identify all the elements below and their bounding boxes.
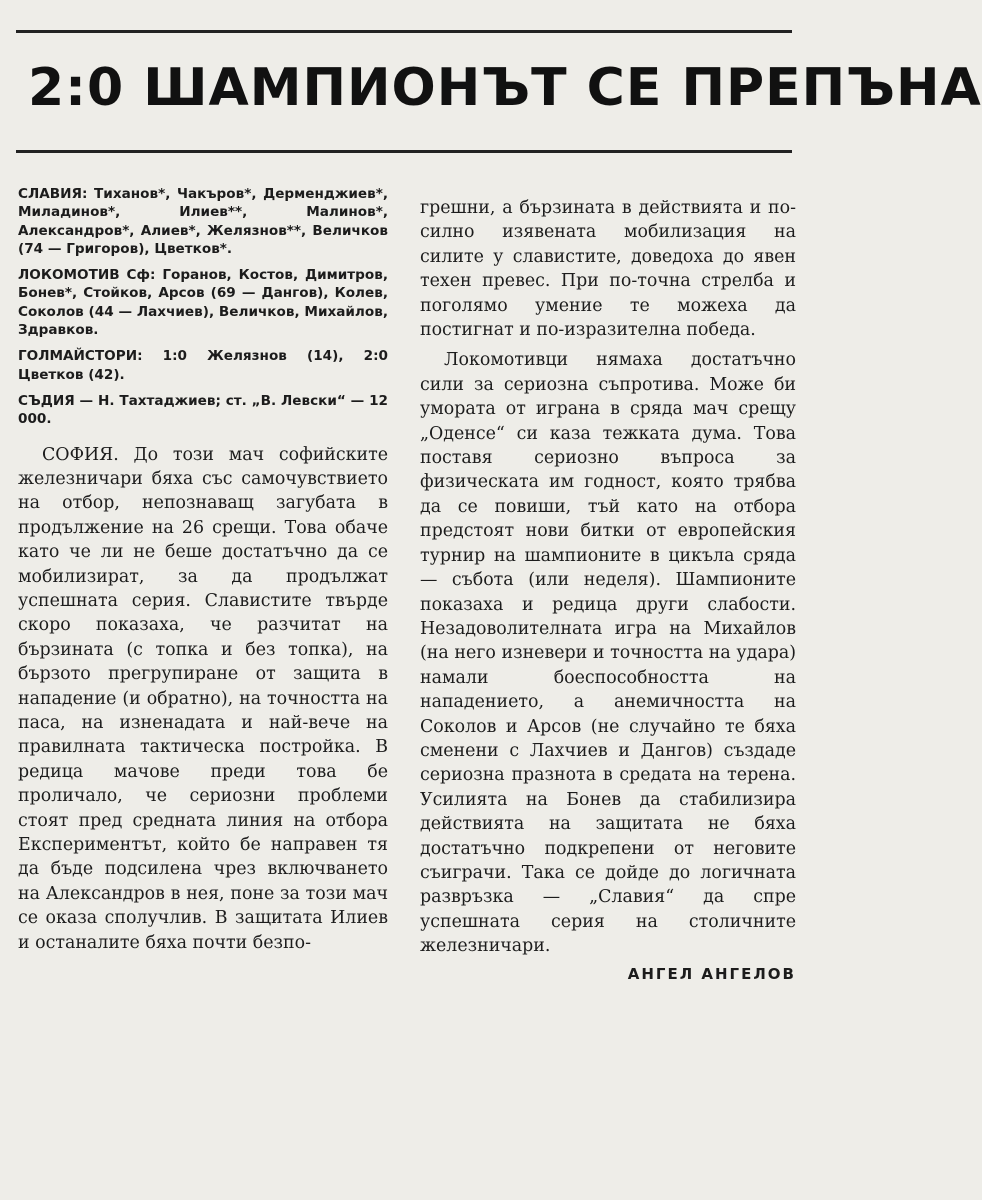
article-body-right-1: грешни, а бързината в действията и по-силно изявената мобилизация на силите у славистите, доведоха до явен техен превес. При по-точна стрелба и поголямо умение те можеха да постигнат и по-изразителна победа. <box>420 198 796 341</box>
goalscorers <box>18 347 388 384</box>
lineup-text: Тиханов*, Чакъров*, Дерменджиев*, Миладинов*, Илиев**, Малинов*, Александров*, Алиев*, Желязнов**, Величков (74 — Григоров), Цветков*. <box>18 186 388 257</box>
headline: 2:0 ШАМПИОНЪТ СЕ ПРЕПЪНА <box>28 58 982 118</box>
lineup-label: СЛАВИЯ: <box>18 186 88 202</box>
article-body-left: СОФИЯ. До този мач софийските железничари бяха със самочувствието на отбор, непознаващ загубата в продължение на 26 срещи. Това обаче като че ли не беше достатъчно да се мобилизират, за да продължат успешната серия. Славистите твърде скоро показаха, че разчитат на бързината (с топка и без топка), на бързото прегрупиране от защита в нападение (и обратно), на точността на паса, на изненадата и най-вече на правилната тактическа постройка. В редица мачове преди това бе проличало, че сериозни проблеми стоят пред средната линия на отбора Експериментът, който бе направен тя да бъде подсилена чрез включването на Александров в нея, поне за този мач се оказа сполучлив. В защитата Илиев и останалите бяха почти безпо- <box>18 444 388 953</box>
lineup-lokomotiv <box>18 266 388 339</box>
lineup-slavia <box>18 185 388 258</box>
article-body-right-2: Локомотивци нямаха достатъчно сили за сериозна съпротива. Може би умората от играна в сряда мач срещу „Оденсе“ си каза тежката дума. Това поставя сериозно въпроса за физическата им годност, която трябва да се повиши, тъй като на отбора предстоят нови битки от европейския турнир на шампионите в цикъла сряда — събота (или неделя). Шампионите показаха и редица други слабости. Незадоволителната игра на Михайлов (на него изневери и точността на удара) намали боеспособността на нападението, а анемичността на Соколов и Арсов (не случайно те бяха сменени с Лахчиев и Дангов) създаде сериозна празнота в средата на терена. Усилията на Бонев да стабилизира действията на защитата не бяха достатъчно подкрепени от неговите съиграчи. Така се дойде до логичната развръзка — „Славия“ да спре успешната серия на столичните железничари. <box>420 350 796 957</box>
left-column <box>18 180 388 955</box>
bottom-rule <box>16 150 792 153</box>
lineup-text: — Н. Тахтаджиев; ст. „В. Левски“ — 12 000. <box>18 392 388 428</box>
lineup-text: 1:0 Желязнов (14), 2:0 Цветков (42). <box>18 348 388 383</box>
author-byline: АНГЕЛ АНГЕЛОВ <box>627 964 796 983</box>
right-column <box>420 196 796 983</box>
top-rule <box>16 30 792 33</box>
lineup-label: ГОЛМАЙСТОРИ: <box>18 348 143 365</box>
lineup-text: Горанов, Костов, Димитров, Бонев*, Стойков, Арсов (69 — Дангов), Колев, Соколов (44 — Лахчиев), Величков, Михайлов, Здравков. <box>18 267 389 339</box>
referee <box>18 392 388 429</box>
lineup-label: ЛОКОМОТИВ Сф: <box>18 267 156 284</box>
lineup-label: СЪДИЯ <box>18 392 75 409</box>
